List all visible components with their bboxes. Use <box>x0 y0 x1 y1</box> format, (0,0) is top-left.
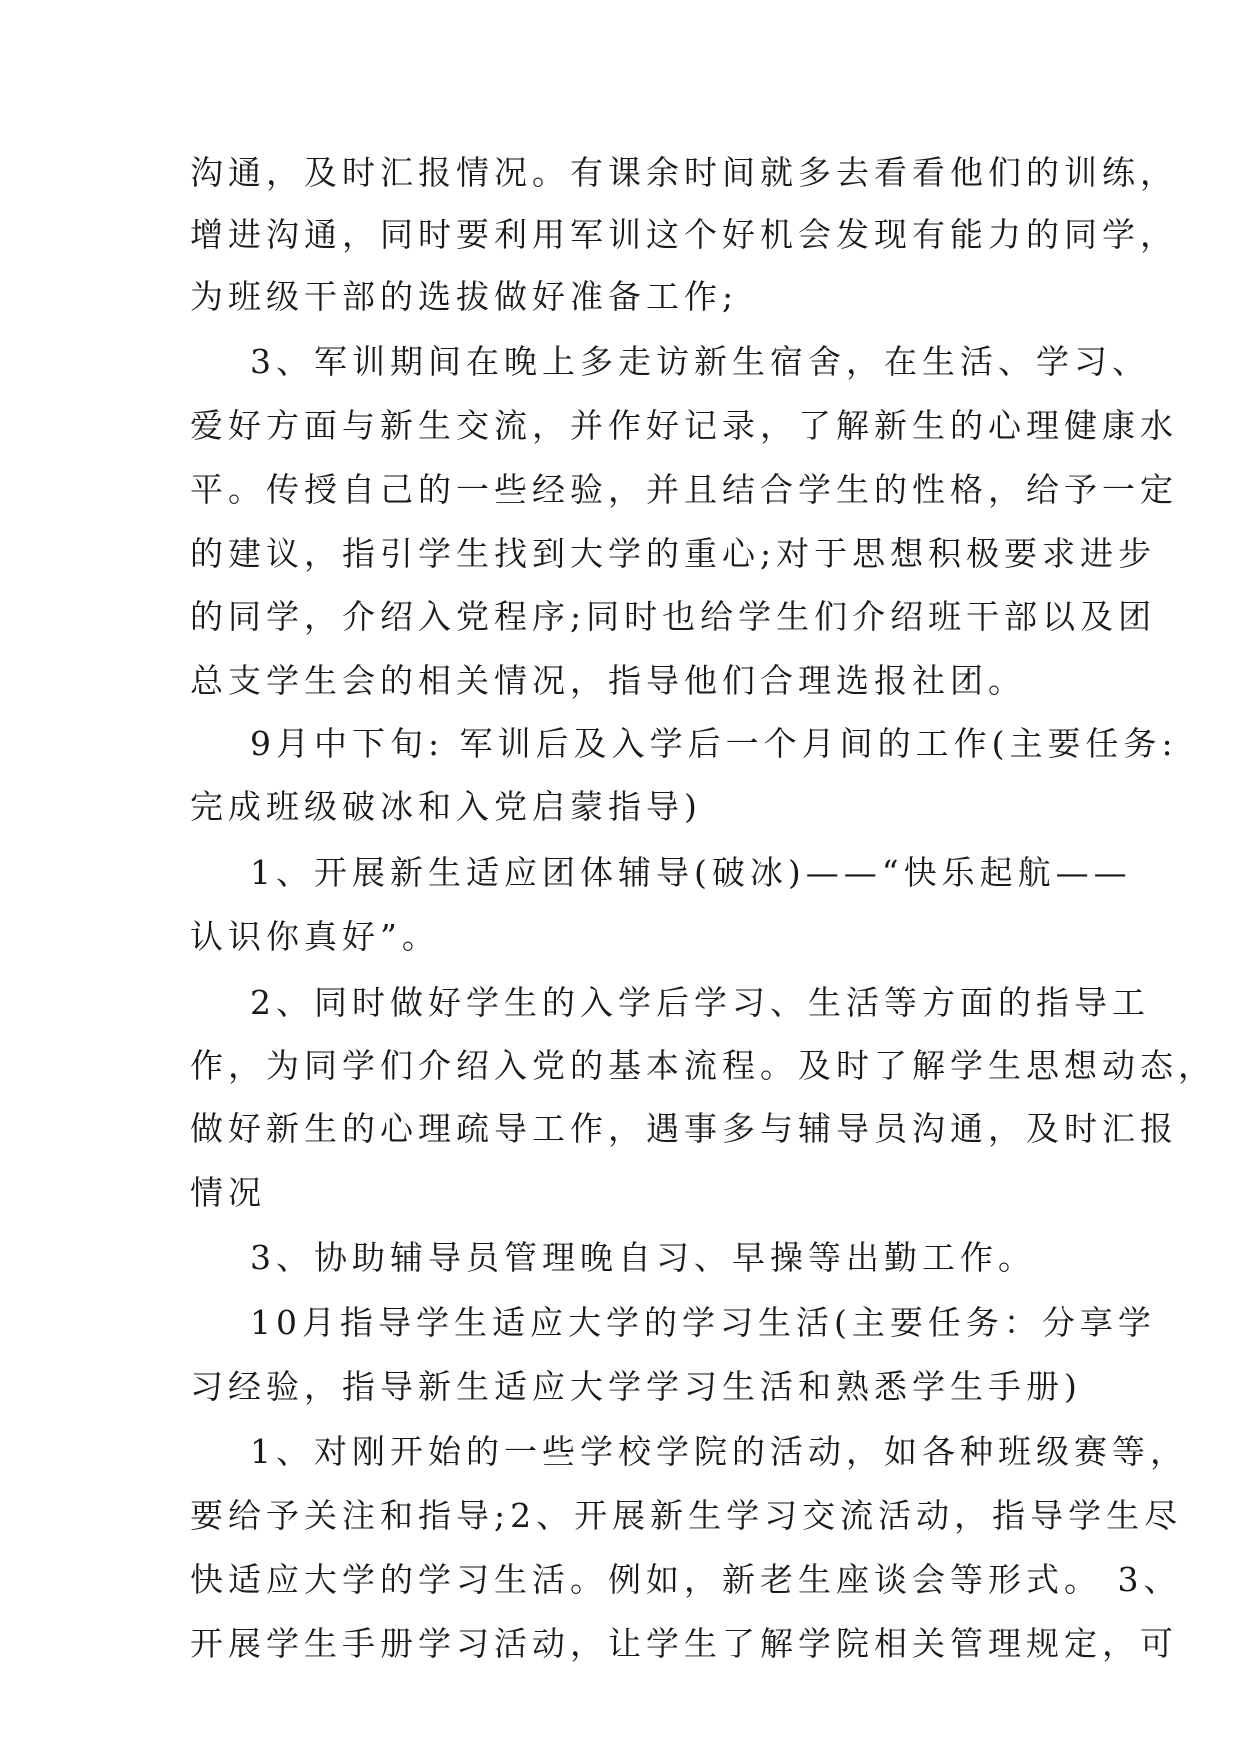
text-line: 情况 <box>190 1173 266 1212</box>
text-line: 作，为同学们介绍入党的基本流程。及时了解学生思想动态， <box>190 1046 1216 1085</box>
text-line: 做好新生的心理疏导工作，遇事多与辅导员沟通，及时汇报 <box>190 1109 1178 1148</box>
text-line: 2、同时做好学生的入学后学习、生活等方面的指导工 <box>250 983 1150 1022</box>
text-line: 1、对刚开始的一些学校学院的活动，如各种班级赛等， <box>250 1432 1188 1471</box>
text-line: 增进沟通，同时要利用军训这个好机会发现有能力的同学， <box>190 215 1178 254</box>
text-line: 9月中下旬: 军训后及入学后一个月间的工作(主要任务: <box>250 724 1178 763</box>
text-line: 沟通，及时汇报情况。有课余时间就多去看看他们的训练， <box>190 153 1178 192</box>
text-line: 的同学，介绍入党程序;同时也给学生们介绍班干部以及团 <box>190 597 1157 636</box>
text-line: 3、协助辅导员管理晚自习、早操等出勤工作。 <box>250 1238 1036 1277</box>
text-line: 认识你真好”。 <box>190 917 440 956</box>
text-line: 开展学生手册学习活动，让学生了解学院相关管理规定，可 <box>190 1624 1178 1663</box>
text-line: 完成班级破冰和入党启蒙指导) <box>190 787 702 826</box>
text-line: 平。传授自己的一些经验，并且结合学生的性格，给予一定 <box>190 470 1178 509</box>
text-line: 1、开展新生适应团体辅导(破冰)——“快乐起航—— <box>250 853 1132 892</box>
text-line: 总支学生会的相关情况，指导他们合理选报社团。 <box>190 661 1026 700</box>
text-line: 习经验，指导新生适应大学学习生活和熟悉学生手册) <box>190 1367 1082 1406</box>
text-line: 快适应大学的学习生活。例如，新老生座谈会等形式。 3、 <box>190 1560 1182 1599</box>
text-line: 要给予关注和指导;2、开展新生学习交流活动，指导学生尽 <box>190 1496 1183 1535</box>
text-line: 爱好方面与新生交流，并作好记录，了解新生的心理健康水 <box>190 406 1178 445</box>
text-line: 为班级干部的选拔做好准备工作; <box>190 277 739 316</box>
text-line: 10月指导学生适应大学的学习生活(主要任务：分享学 <box>250 1303 1156 1342</box>
text-line: 的建议，指引学生找到大学的重心;对于思想积极要求进步 <box>190 534 1157 573</box>
text-line: 3、军训期间在晚上多走访新生宿舍，在生活、学习、 <box>250 342 1150 381</box>
